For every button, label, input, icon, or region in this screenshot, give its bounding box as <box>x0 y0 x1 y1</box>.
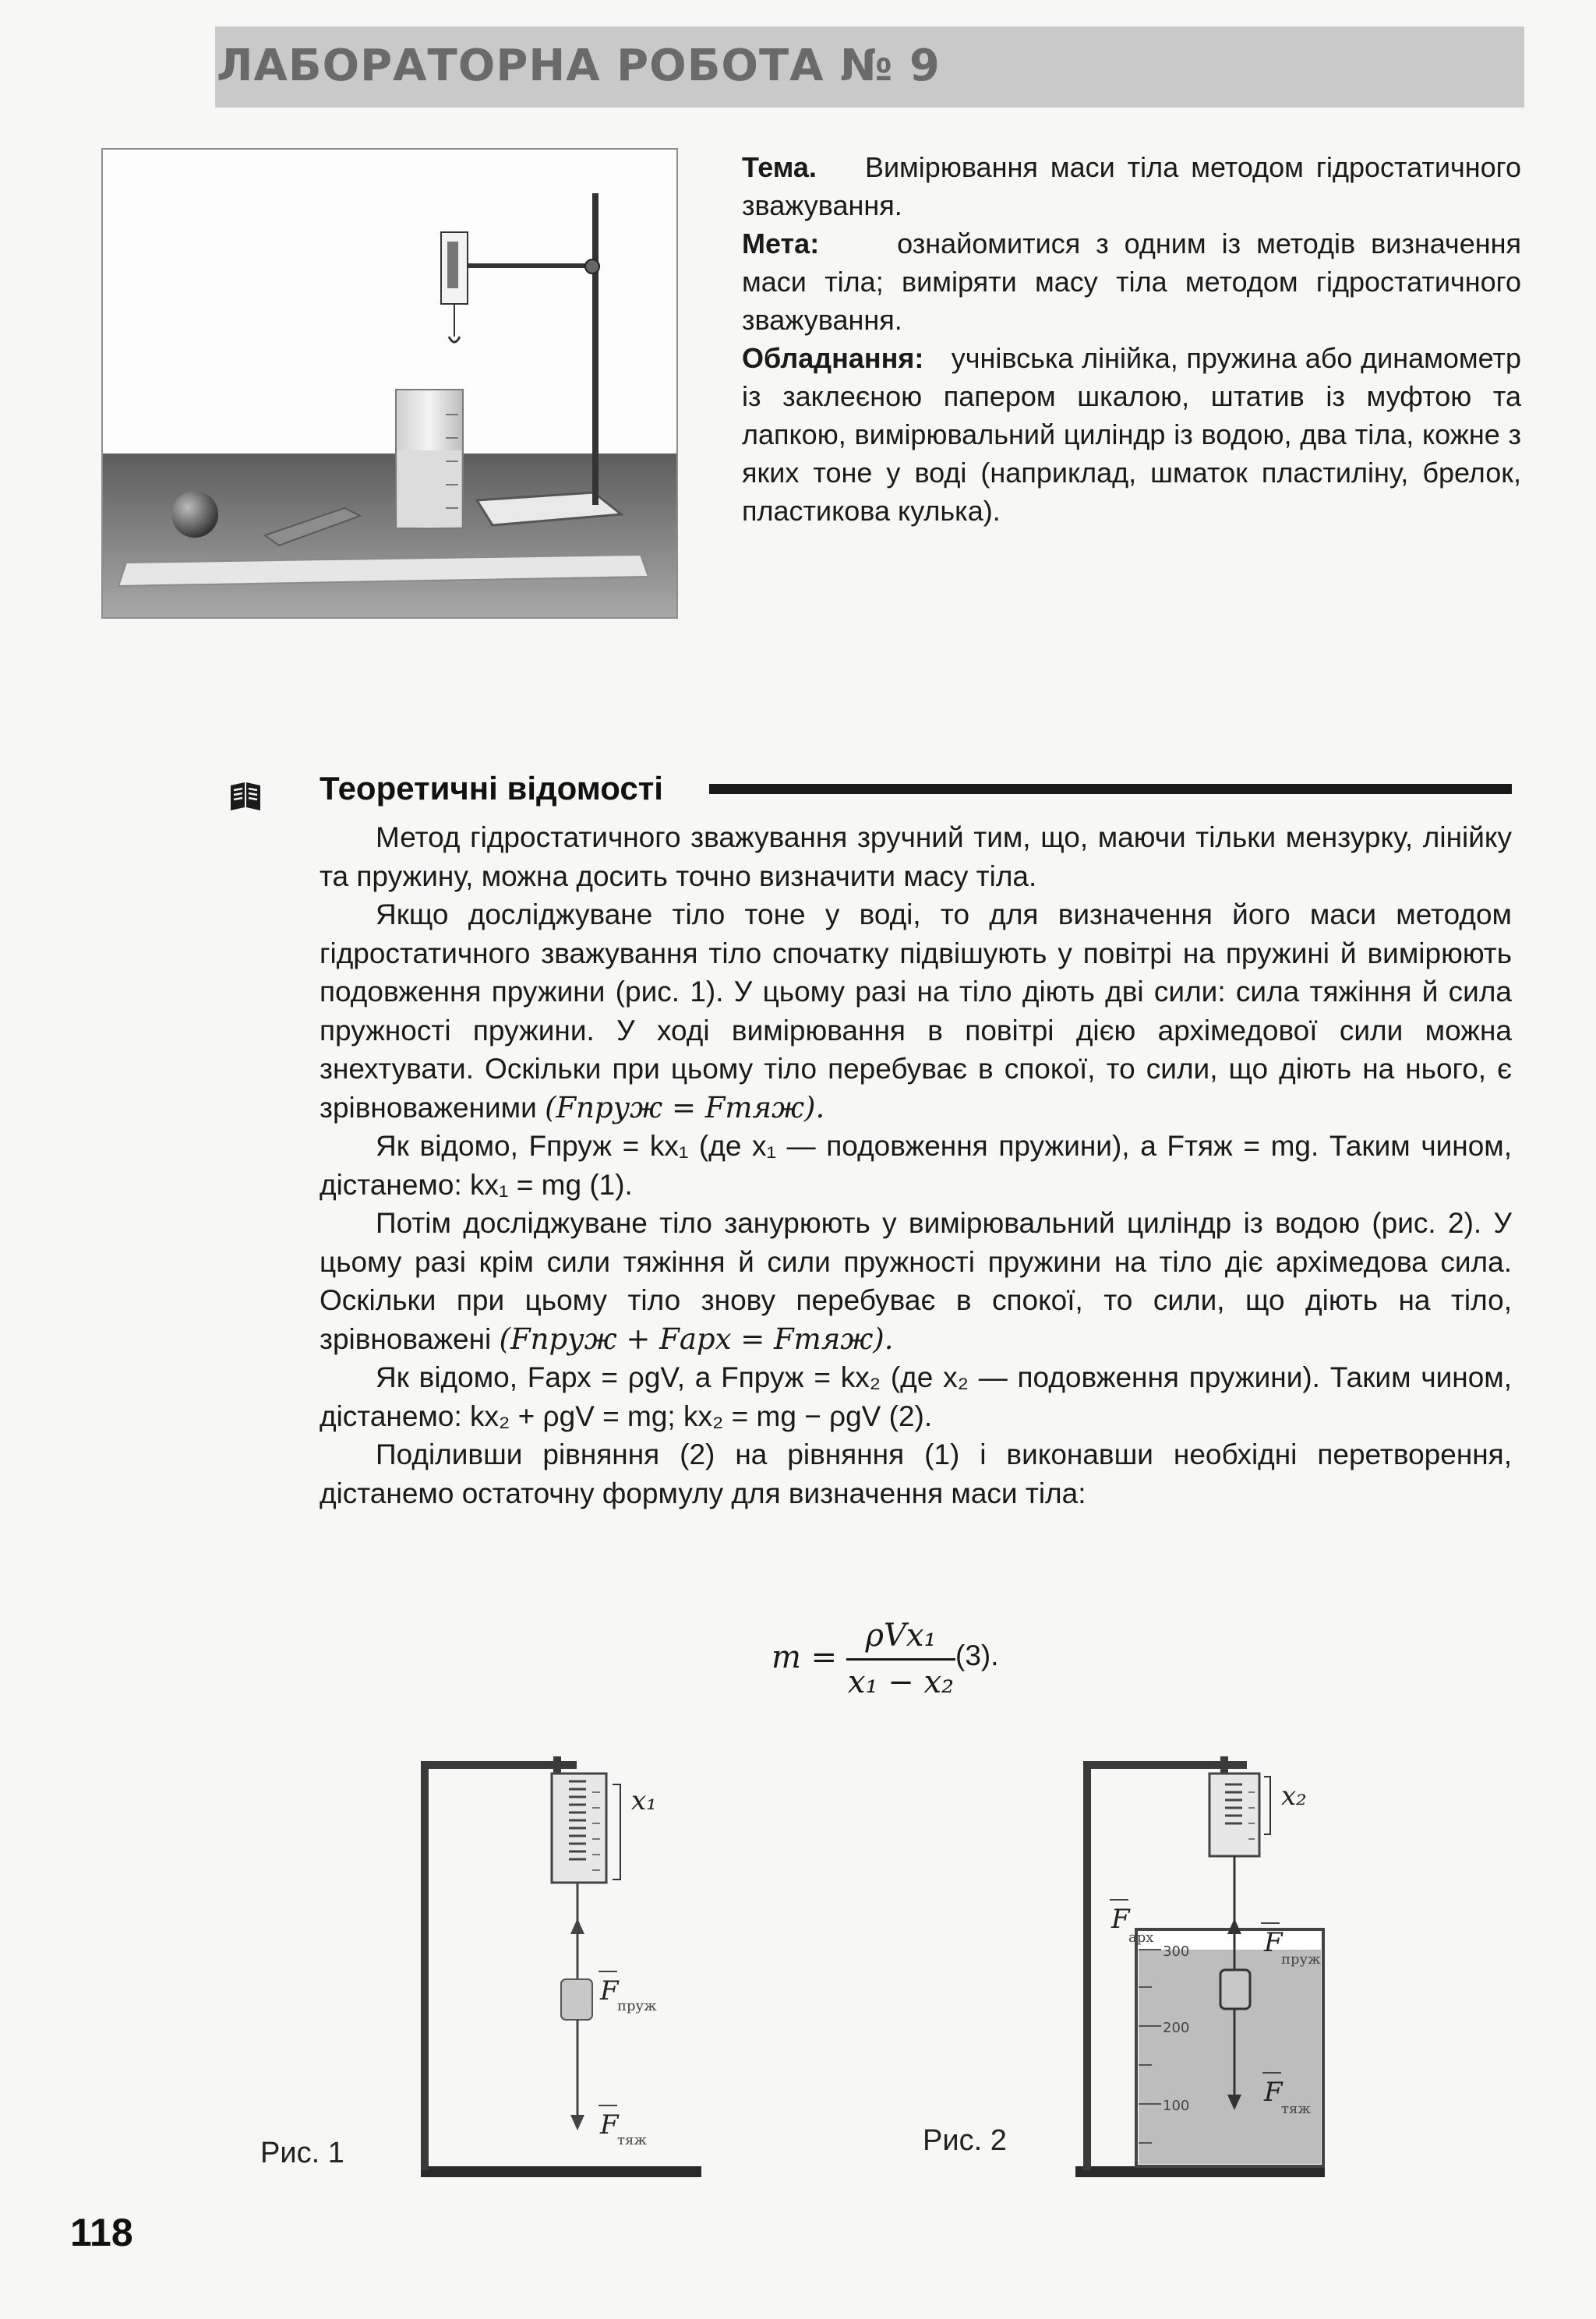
formula-lhs: m = <box>772 1640 838 1675</box>
spring-force-2-subscript: пруж <box>1281 1951 1321 1968</box>
book-icon <box>228 779 263 814</box>
ball <box>171 491 218 538</box>
page-number: 118 <box>70 2211 133 2254</box>
archimedes-force-symbol: F <box>1111 1904 1130 1935</box>
archimedes-force-subscript: арх <box>1128 1929 1154 1946</box>
weight-body-2 <box>1220 1970 1250 2009</box>
equilibrium-equation-1: (Fпруж = Fтяж). <box>545 1090 825 1124</box>
figure-2 <box>1044 1745 1379 2182</box>
theory-paragraph-2-text: Якщо досліджуване тіло тоне у воді, то для визначення його маси методом гідростатичного зважування тіло спочатку підвішують у повітрі на пружині й вимірюють подовження пружини (рис. 1). У цьому разі на тіло діють дві сили: сила тяжіння й сила пружності пружини. У ході вимірювання в повітрі дією архімедової сили можна знехтувати. Оскільки при цьому тіло перебуває в спокої, то сили, що діють на нього, є зрівноваженими <box>320 898 1512 1124</box>
page-title: ЛАБОРАТОРНА РОБОТА № 9 <box>217 41 941 91</box>
spring-force-subscript: пруж <box>617 1998 657 2014</box>
scale-300: 300 <box>1163 1943 1190 1960</box>
gravity-force-2-subscript: тяж <box>1281 2101 1311 2117</box>
equipment-illustration <box>103 150 676 617</box>
theme-line <box>742 148 1521 224</box>
theme-text: Вимірювання маси тіла методом гідростатичного зважування. <box>742 151 1521 221</box>
goal-label: Мета: <box>742 228 820 259</box>
scale-200: 200 <box>1163 2020 1190 2036</box>
lab-info <box>742 148 1521 530</box>
theme-label: Тема. <box>742 151 817 183</box>
equipment-text: учнівська лінійка, пружина або динамометр із заклеєною папером шкалою, штатив із муфтою та лапкою, вимірювальний циліндр із водою, два тіла, кожне з яких тоне у воді (наприклад, шматок пластиліну, брелок, пластикова кулька). <box>742 342 1521 527</box>
section-divider <box>709 784 1512 794</box>
gravity-force-symbol: F <box>600 2109 619 2141</box>
theory-paragraph-1: Метод гідростатичного зважування зручний тим, що, маючи тільки мензурку, лінійку та пружину, можна досить точно визначити масу тіла. <box>320 821 1512 892</box>
goal-text: ознайомитися з одним із методів визначення маси тіла; виміряти масу тіла методом гідростатичного зважування. <box>742 228 1521 336</box>
theory-paragraph-4 <box>320 1204 1512 1358</box>
figure-1 <box>405 1745 717 2182</box>
theory-paragraph-5: Як відомо, Fарх = ρgV, а Fпруж = kx₂ (де x₂ — подовження пружини). Таким чином, дістанемо: kx₂ + ρgV = mg; kx₂ = mg − ρgV (2). <box>320 1361 1512 1432</box>
equipment-photo <box>101 148 678 619</box>
gravity-force-subscript: тяж <box>617 2132 647 2148</box>
figure-2-diagram <box>1044 1745 1379 2182</box>
weight-body-1 <box>561 1979 592 2020</box>
theory-paragraph-2 <box>320 895 1512 1127</box>
spring-force-symbol: F <box>600 1975 619 2007</box>
mass-formula <box>772 1618 1052 1703</box>
theory-paragraph-4-text: Потім досліджуване тіло занурюють у вимірювальний циліндр із водою (рис. 2). У цьому разі крім сили тяжіння й сили пружності пружини на тіло діє архімедова сила. Оскільки при цьому тіло знову перебуває в спокої, то сили, що діють на тіло, зрівноважені <box>320 1207 1512 1355</box>
scale-100: 100 <box>1163 2098 1190 2114</box>
formula-numerator: ρVx₁ <box>865 1618 937 1654</box>
formula-number: (3). <box>955 1640 999 1671</box>
gravity-force-2-symbol: F <box>1264 2077 1283 2108</box>
equipment-line <box>742 339 1521 530</box>
section-title: Теоретичні відомості <box>320 770 663 807</box>
spring-force-2-symbol: F <box>1264 1927 1283 1958</box>
x1-label: x₁ <box>631 1785 657 1816</box>
figure-1-caption: Рис. 1 <box>260 2137 344 2169</box>
goal-line <box>742 224 1521 339</box>
figure-2-caption: Рис. 2 <box>923 2124 1007 2157</box>
theory-paragraph-3: Як відомо, Fпруж = kx₁ (де x₁ — подовження пружини), а Fтяж = mg. Таким чином, дістанемо: kx₁ = mg (1). <box>320 1130 1512 1201</box>
theory-text <box>320 818 1512 1512</box>
formula-denominator: x₁ − x₂ <box>847 1664 955 1700</box>
fraction-bar <box>846 1658 955 1661</box>
equilibrium-equation-2: (Fпруж + Fарх = Fтяж). <box>499 1322 894 1356</box>
theory-paragraph-6: Поділивши рівняння (2) на рівняння (1) і виконавши необхідні перетворення, дістанемо остаточну формулу для визначення маси тіла: <box>320 1438 1512 1509</box>
x2-label: x₂ <box>1281 1781 1307 1812</box>
equipment-label: Обладнання: <box>742 342 924 374</box>
figure-1-diagram <box>405 1745 717 2182</box>
